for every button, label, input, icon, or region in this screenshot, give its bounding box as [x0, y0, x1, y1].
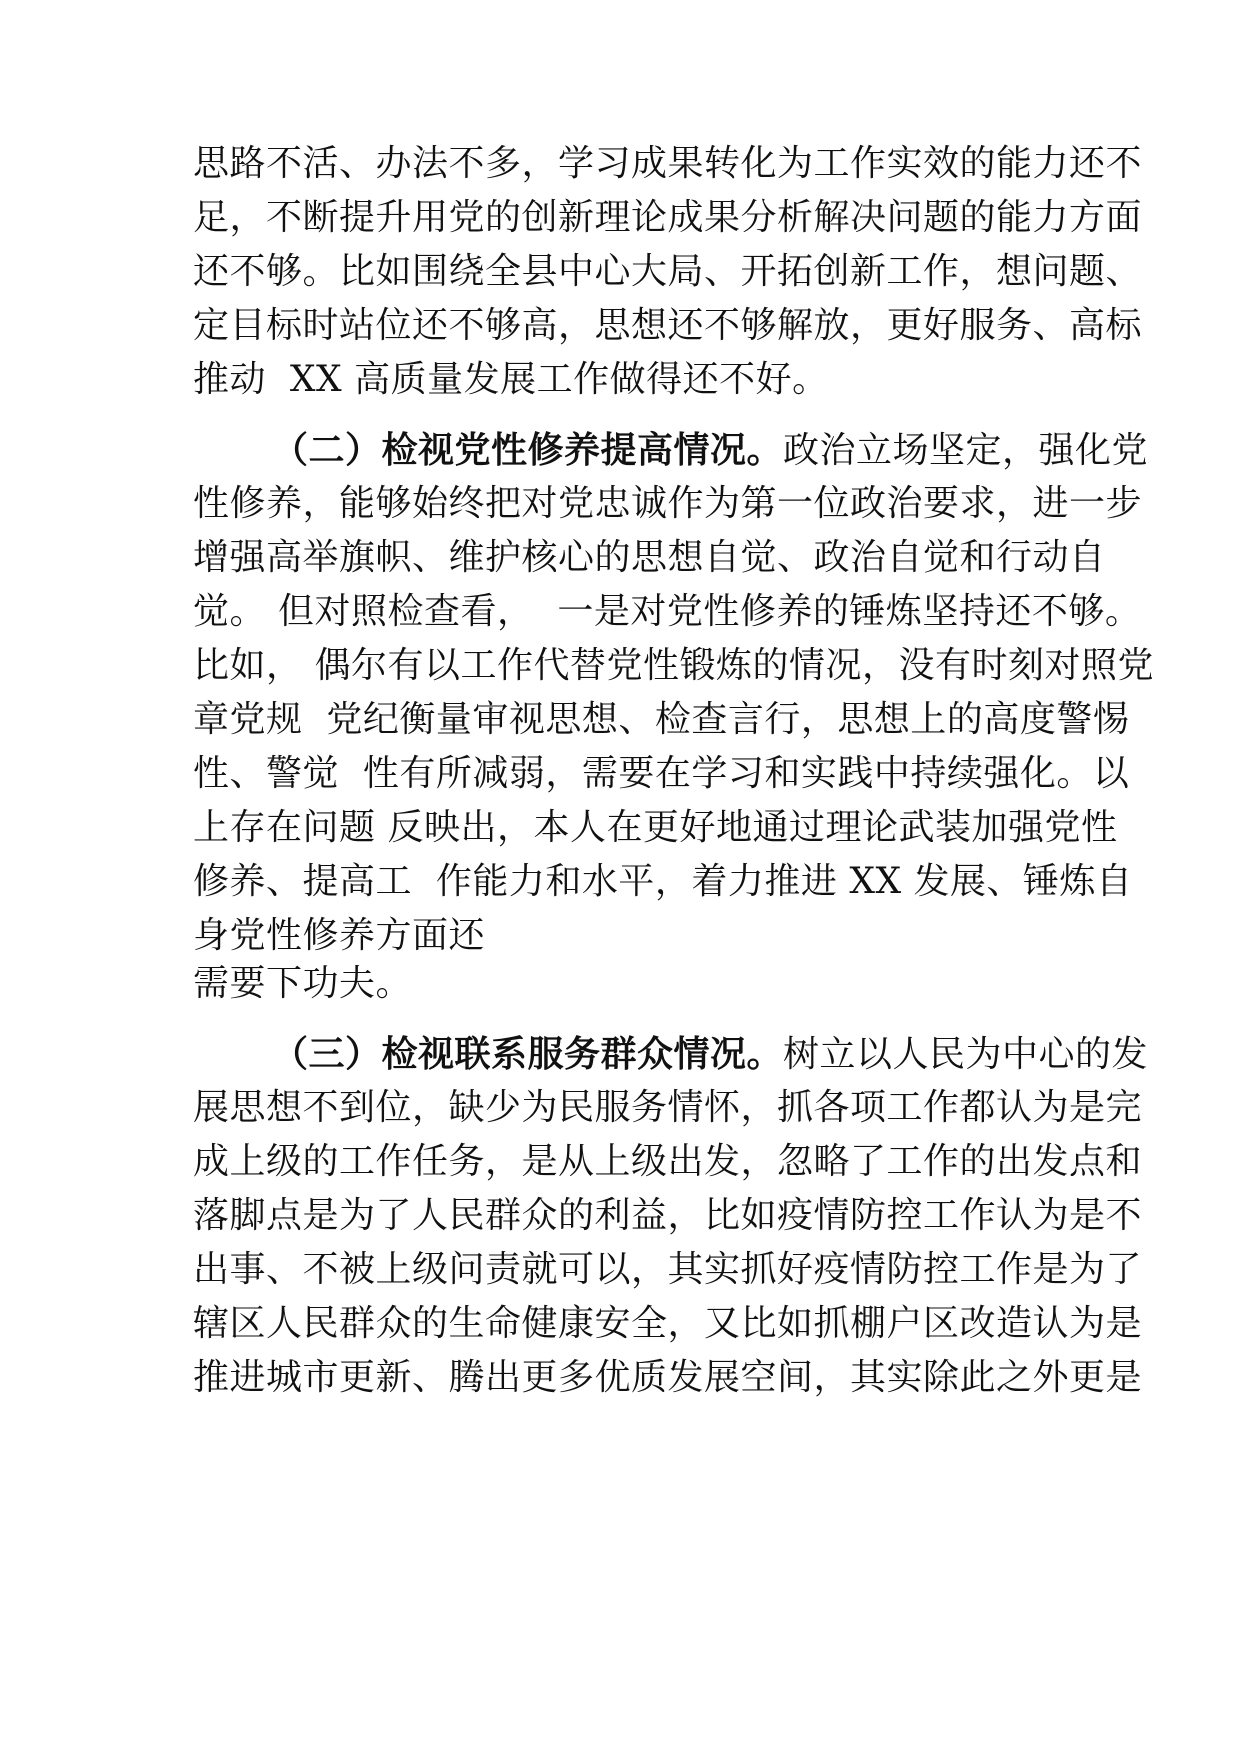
- p2-line-4: 觉。 但对照检查看， 一是对党性修养的锤炼坚持还不够。: [193, 591, 1142, 632]
- p2-line-9: 修养、提高工 作能力和水平，着力推进 XX 发展、锤炼自: [193, 861, 1133, 902]
- p1-line-4: 定目标时站位还不够高，思想还不够解放，更好服务、高标: [193, 305, 1143, 346]
- p1-line-1: 思路不活、办法不多，学习成果转化为工作实效的能力还不: [193, 143, 1143, 184]
- p2-line-11: 需要下功夫。: [193, 963, 413, 1004]
- p2-line-3: 增强高举旗帜、维护核心的思想自觉、政治自觉和行动自: [193, 537, 1106, 578]
- p2-line-7: 性、警觉 性有所减弱，需要在学习和实践中持续强化。以: [193, 753, 1130, 794]
- p3-line-2: 展思想不到位，缺少为民服务情怀，抓各项工作都认为是完: [193, 1087, 1143, 1128]
- p3-line-7: 推进城市更新、腾出更多优质发展空间，其实除此之外更是: [193, 1357, 1143, 1398]
- p2-line-8: 上存在问题 反映出，本人在更好地通过理论武装加强党性: [193, 807, 1118, 848]
- p3-heading: （三）检视联系服务群众情况。: [272, 1033, 784, 1075]
- p1-line-5: 推动 XX 高质量发展工作做得还不好。: [193, 359, 829, 400]
- p2-heading: （二）检视党性修养提高情况。: [272, 429, 784, 471]
- p1-line-3: 还不够。比如围绕全县中心大局、开拓创新工作，想问题、: [193, 251, 1143, 292]
- p2-line-1: 政治立场坚定，强化党: [783, 430, 1149, 471]
- p2-line-5: 比如， 偶尔有以工作代替党性锻炼的情况，没有时刻对照党: [193, 645, 1154, 686]
- p2-line-10: 身党性修养方面还: [193, 915, 486, 956]
- p3-line-1: 树立以人民为中心的发: [783, 1034, 1149, 1075]
- p2-line-2: 性修养，能够始终把对党忠诚作为第一位政治要求，进一步: [193, 483, 1143, 524]
- p2-first-line: [272, 430, 1148, 471]
- p3-first-line: [272, 1034, 1148, 1075]
- p3-line-5: 出事、不被上级问责就可以，其实抓好疫情防控工作是为了: [193, 1249, 1143, 1290]
- p3-line-3: 成上级的工作任务，是从上级出发，忽略了工作的出发点和: [193, 1141, 1143, 1182]
- p3-line-6: 辖区人民群众的生命健康安全，又比如抓棚户区改造认为是: [193, 1303, 1143, 1344]
- p3-line-4: 落脚点是为了人民群众的利益，比如疫情防控工作认为是不: [193, 1195, 1143, 1236]
- p2-line-6: 章党规 党纪衡量审视思想、检查言行，思想上的高度警惕: [193, 699, 1130, 740]
- p1-line-2: 足，不断提升用党的创新理论成果分析解决问题的能力方面: [193, 197, 1143, 238]
